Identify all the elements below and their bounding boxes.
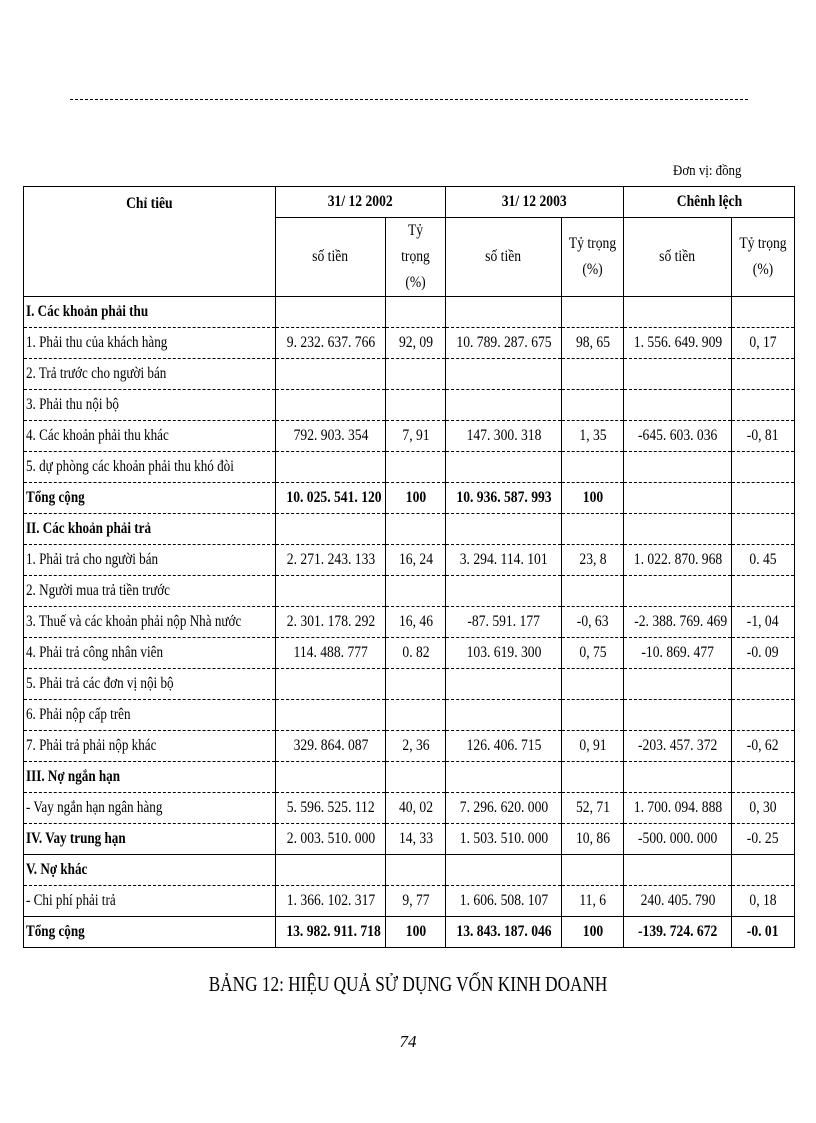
ratio-2002-header: Tỷ trọng (%) xyxy=(386,218,446,297)
indicator-header: Chỉ tiêu xyxy=(24,187,276,297)
table-row xyxy=(24,359,795,390)
ratio-2002-cell xyxy=(386,297,446,328)
amount-diff-cell: 1. 022. 870. 968 xyxy=(624,545,732,576)
ratio-2003-cell xyxy=(562,359,624,390)
amount-2002-cell: 9. 232. 637. 766 xyxy=(276,328,386,359)
row-label: 3. Thuế và các khoản phải nộp Nhà nước xyxy=(24,607,276,638)
row-label: 2. Trả trước cho người bán xyxy=(24,359,276,390)
table-row xyxy=(24,793,795,824)
row-label: - Vay ngắn hạn ngân hàng xyxy=(24,793,276,824)
table-row xyxy=(24,917,795,948)
ratio-2002-cell: 9, 77 xyxy=(386,886,446,917)
row-label: 5. dự phòng các khoản phải thu khó đòi xyxy=(24,452,276,483)
amount-diff-cell: -139. 724. 672 xyxy=(624,917,732,948)
row-label: 4. Các khoản phải thu khác xyxy=(24,421,276,452)
ratio-diff-cell xyxy=(732,390,795,421)
ratio-diff-cell: 0. 45 xyxy=(732,545,795,576)
amount-2002-cell: 792. 903. 354 xyxy=(276,421,386,452)
amount-diff-cell: -10. 869. 477 xyxy=(624,638,732,669)
ratio-2002-cell: 100 xyxy=(386,483,446,514)
table-row xyxy=(24,762,795,793)
amount-2002-cell: 329. 864. 087 xyxy=(276,731,386,762)
ratio-2002-cell: 100 xyxy=(386,917,446,948)
amount-2003-cell: 103. 619. 300 xyxy=(446,638,562,669)
ratio-2003-cell xyxy=(562,514,624,545)
table-row xyxy=(24,638,795,669)
ratio-2002-cell: 92, 09 xyxy=(386,328,446,359)
ratio-diff-cell xyxy=(732,452,795,483)
ratio-2003-header: Tỷ trọng (%) xyxy=(562,218,624,297)
table-caption: BẢNG 12: HIỆU QUẢ SỬ DỤNG VỐN KINH DOANH xyxy=(208,972,608,996)
ratio-2003-cell xyxy=(562,452,624,483)
row-label: 6. Phải nộp cấp trên xyxy=(24,700,276,731)
amount-2002-cell: 1. 366. 102. 317 xyxy=(276,886,386,917)
row-label: 4. Phải trả công nhân viên xyxy=(24,638,276,669)
ratio-2002-cell xyxy=(386,855,446,886)
ratio-2003-cell xyxy=(562,576,624,607)
amount-2003-cell: -87. 591. 177 xyxy=(446,607,562,638)
amount-2003-cell: 1. 503. 510. 000 xyxy=(446,824,562,855)
ratio-diff-cell: 0, 18 xyxy=(732,886,795,917)
col-2002-header: 31/ 12 2002 xyxy=(276,187,446,218)
table-row xyxy=(24,452,795,483)
amount-diff-cell xyxy=(624,762,732,793)
ratio-diff-cell: -1, 04 xyxy=(732,607,795,638)
row-label: II. Các khoản phải trả xyxy=(24,514,276,545)
ratio-diff-cell xyxy=(732,483,795,514)
ratio-diff-cell: -0. 09 xyxy=(732,638,795,669)
amount-2003-header: số tiền xyxy=(446,218,562,297)
ratio-2002-cell: 16, 24 xyxy=(386,545,446,576)
ratio-2002-cell: 40, 02 xyxy=(386,793,446,824)
table-row xyxy=(24,421,795,452)
ratio-2003-cell xyxy=(562,700,624,731)
amount-2003-cell: 3. 294. 114. 101 xyxy=(446,545,562,576)
amount-2003-cell xyxy=(446,669,562,700)
ratio-2002-cell xyxy=(386,359,446,390)
amount-diff-cell xyxy=(624,297,732,328)
row-label: Tổng cộng xyxy=(24,483,276,514)
amount-diff-cell: 1. 700. 094. 888 xyxy=(624,793,732,824)
ratio-2002-cell xyxy=(386,452,446,483)
row-label: 2. Người mua trả tiền trước xyxy=(24,576,276,607)
amount-diff-cell: -2. 388. 769. 469 xyxy=(624,607,732,638)
amount-diff-cell: -203. 457. 372 xyxy=(624,731,732,762)
row-label: 1. Phải trả cho người bán xyxy=(24,545,276,576)
amount-2002-cell: 10. 025. 541. 120 xyxy=(276,483,386,514)
page-number: 74 xyxy=(399,1032,417,1051)
ratio-2003-cell: 100 xyxy=(562,917,624,948)
ratio-diff-header: Tỷ trọng (%) xyxy=(732,218,795,297)
table-row xyxy=(24,855,795,886)
amount-2002-cell xyxy=(276,297,386,328)
amount-2003-cell xyxy=(446,452,562,483)
row-label: IV. Vay trung hạn xyxy=(24,824,276,855)
amount-diff-cell: -500. 000. 000 xyxy=(624,824,732,855)
header-row-years xyxy=(24,187,795,218)
table-row xyxy=(24,886,795,917)
amount-2003-cell xyxy=(446,576,562,607)
ratio-2003-cell: 10, 86 xyxy=(562,824,624,855)
amount-2002-cell: 5. 596. 525. 112 xyxy=(276,793,386,824)
amount-diff-cell xyxy=(624,576,732,607)
ratio-2002-cell xyxy=(386,762,446,793)
ratio-2003-cell xyxy=(562,669,624,700)
amount-2002-cell xyxy=(276,855,386,886)
table-row xyxy=(24,545,795,576)
amount-diff-cell xyxy=(624,452,732,483)
ratio-2003-cell xyxy=(562,297,624,328)
ratio-diff-cell: -0, 62 xyxy=(732,731,795,762)
amount-diff-cell: 240. 405. 790 xyxy=(624,886,732,917)
ratio-diff-cell xyxy=(732,762,795,793)
amount-2002-cell: 2. 003. 510. 000 xyxy=(276,824,386,855)
amount-2003-cell xyxy=(446,359,562,390)
amount-2003-cell: 13. 843. 187. 046 xyxy=(446,917,562,948)
amount-2003-cell xyxy=(446,390,562,421)
amount-2002-cell xyxy=(276,359,386,390)
ratio-diff-cell: -0. 01 xyxy=(732,917,795,948)
table-row xyxy=(24,731,795,762)
amount-diff-cell xyxy=(624,514,732,545)
ratio-2002-cell: 2, 36 xyxy=(386,731,446,762)
row-label: 7. Phải trả phải nộp khác xyxy=(24,731,276,762)
row-label: 3. Phải thu nội bộ xyxy=(24,390,276,421)
amount-2003-cell xyxy=(446,514,562,545)
amount-2002-cell xyxy=(276,576,386,607)
ratio-diff-cell: 0, 17 xyxy=(732,328,795,359)
ratio-diff-cell xyxy=(732,669,795,700)
amount-2003-cell: 10. 789. 287. 675 xyxy=(446,328,562,359)
col-diff-header: Chênh lệch xyxy=(624,187,795,218)
amount-2002-cell xyxy=(276,390,386,421)
amount-2002-cell: 2. 301. 178. 292 xyxy=(276,607,386,638)
amount-diff-cell: -645. 603. 036 xyxy=(624,421,732,452)
ratio-2002-cell xyxy=(386,576,446,607)
ratio-2003-cell: 100 xyxy=(562,483,624,514)
amount-2003-cell xyxy=(446,297,562,328)
unit-label: Đơn vị: đồng xyxy=(673,163,742,179)
table-row xyxy=(24,700,795,731)
ratio-diff-cell xyxy=(732,359,795,390)
ratio-2003-cell xyxy=(562,855,624,886)
table-row xyxy=(24,483,795,514)
ratio-diff-cell xyxy=(732,576,795,607)
table-row xyxy=(24,390,795,421)
row-label: I. Các khoản phải thu xyxy=(24,297,276,328)
ratio-2002-cell: 14, 33 xyxy=(386,824,446,855)
table-row xyxy=(24,824,795,855)
amount-2003-cell: 10. 936. 587. 993 xyxy=(446,483,562,514)
capital-efficiency-table xyxy=(23,186,795,948)
amount-diff-cell xyxy=(624,359,732,390)
ratio-2002-cell xyxy=(386,390,446,421)
row-label: 5. Phải trả các đơn vị nội bộ xyxy=(24,669,276,700)
ratio-diff-cell: -0, 81 xyxy=(732,421,795,452)
table-row xyxy=(24,669,795,700)
amount-2002-cell: 2. 271. 243. 133 xyxy=(276,545,386,576)
ratio-2002-cell xyxy=(386,669,446,700)
ratio-diff-cell xyxy=(732,297,795,328)
table-row xyxy=(24,607,795,638)
ratio-diff-cell xyxy=(732,514,795,545)
amount-2002-cell xyxy=(276,762,386,793)
amount-2003-cell: 147. 300. 318 xyxy=(446,421,562,452)
ratio-2003-cell xyxy=(562,762,624,793)
amount-2003-cell: 126. 406. 715 xyxy=(446,731,562,762)
ratio-diff-cell xyxy=(732,700,795,731)
ratio-diff-cell xyxy=(732,855,795,886)
amount-diff-cell xyxy=(624,390,732,421)
ratio-2003-cell: 52, 71 xyxy=(562,793,624,824)
amount-2003-cell xyxy=(446,855,562,886)
row-label: - Chi phí phải trả xyxy=(24,886,276,917)
ratio-2003-cell: 0, 75 xyxy=(562,638,624,669)
row-label: 1. Phải thu của khách hàng xyxy=(24,328,276,359)
ratio-2003-cell: 0, 91 xyxy=(562,731,624,762)
amount-diff-cell xyxy=(624,700,732,731)
ratio-2002-cell xyxy=(386,700,446,731)
amount-2002-header: số tiền xyxy=(276,218,386,297)
amount-2002-cell xyxy=(276,669,386,700)
amount-2002-cell: 13. 982. 911. 718 xyxy=(276,917,386,948)
ratio-2002-cell xyxy=(386,514,446,545)
table-row xyxy=(24,297,795,328)
ratio-2003-cell: 11, 6 xyxy=(562,886,624,917)
row-label: V. Nợ khác xyxy=(24,855,276,886)
table-row xyxy=(24,576,795,607)
ratio-2003-cell: 23, 8 xyxy=(562,545,624,576)
amount-2003-cell: 7. 296. 620. 000 xyxy=(446,793,562,824)
top-dashed-rule xyxy=(70,99,748,100)
amount-2002-cell xyxy=(276,514,386,545)
amount-2003-cell xyxy=(446,700,562,731)
row-label: III. Nợ ngắn hạn xyxy=(24,762,276,793)
amount-diff-header: số tiền xyxy=(624,218,732,297)
ratio-2003-cell: -0, 63 xyxy=(562,607,624,638)
ratio-2002-cell: 7, 91 xyxy=(386,421,446,452)
amount-2002-cell xyxy=(276,452,386,483)
ratio-diff-cell: 0, 30 xyxy=(732,793,795,824)
amount-diff-cell xyxy=(624,669,732,700)
ratio-2003-cell: 1, 35 xyxy=(562,421,624,452)
ratio-2002-cell: 0. 82 xyxy=(386,638,446,669)
amount-2003-cell xyxy=(446,762,562,793)
row-label: Tổng cộng xyxy=(24,917,276,948)
amount-2002-cell: 114. 488. 777 xyxy=(276,638,386,669)
col-2003-header: 31/ 12 2003 xyxy=(446,187,624,218)
amount-diff-cell xyxy=(624,855,732,886)
table-row xyxy=(24,328,795,359)
ratio-2003-cell xyxy=(562,390,624,421)
amount-2002-cell xyxy=(276,700,386,731)
table-row xyxy=(24,514,795,545)
amount-diff-cell: 1. 556. 649. 909 xyxy=(624,328,732,359)
amount-diff-cell xyxy=(624,483,732,514)
amount-2003-cell: 1. 606. 508. 107 xyxy=(446,886,562,917)
ratio-2002-cell: 16, 46 xyxy=(386,607,446,638)
ratio-2003-cell: 98, 65 xyxy=(562,328,624,359)
ratio-diff-cell: -0. 25 xyxy=(732,824,795,855)
